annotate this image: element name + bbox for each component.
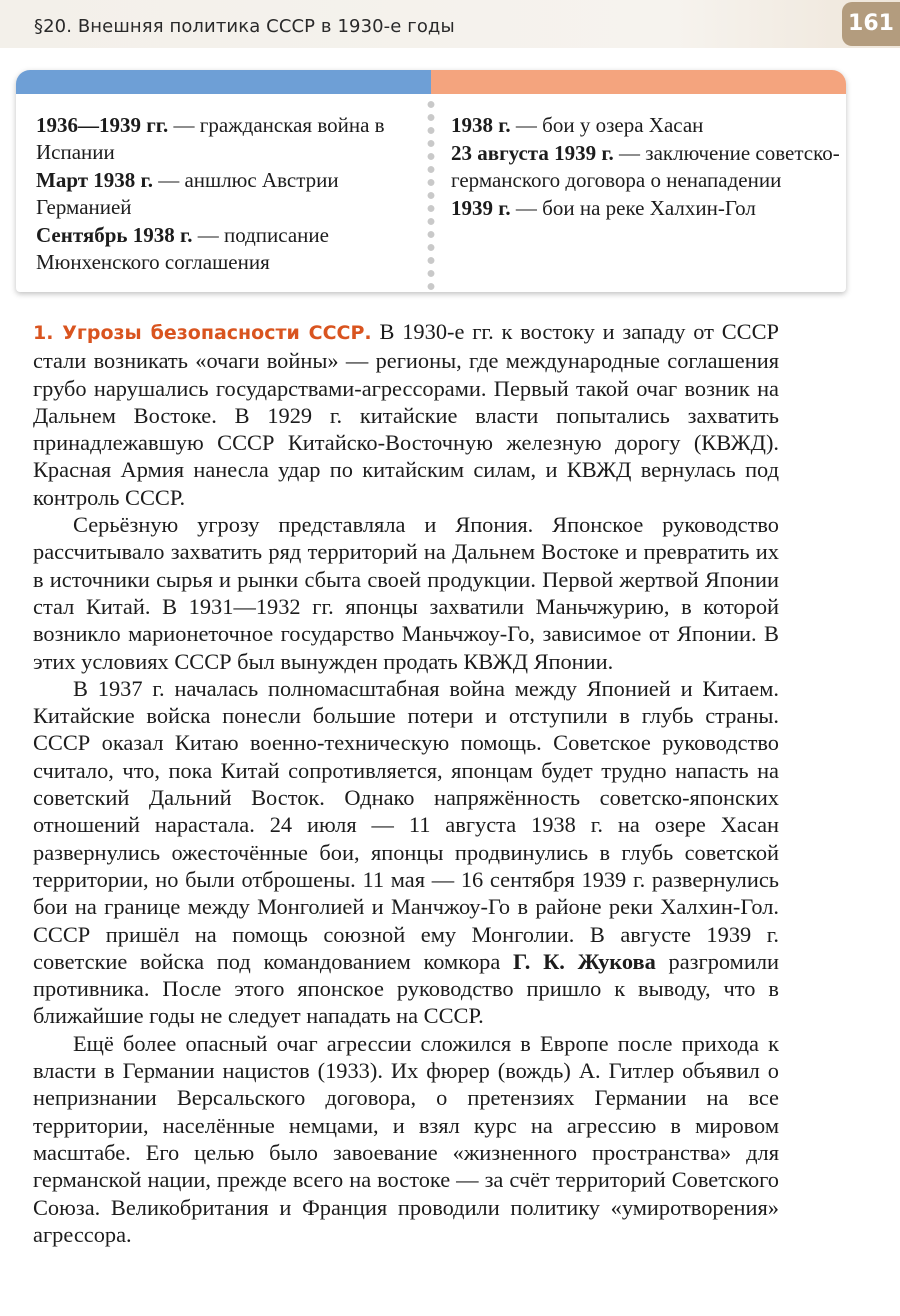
dates-column-left	[36, 112, 416, 277]
paragraph-3: В 1937 г. началась полномасштабная война между Японией и Китаем. Китайские войска понесли большие потери и отступили в глубь страны. СССР оказал Китаю военно-техническую помощь. Советское руководство считало, что, пока Китай сопротивляется, японцам будет трудно напасть на советский Дальний Восток. Однако напряжённость советско-японских отношений нарастала. 24 июля — 11 августа 1938 г. на озере Хасан развернулись ожесточённые бои, японцы продвинулись в глубь советской территории, но были отброшены. 11 мая — 16 сентября 1939 г. развернулись бои на границе между Монголией и Манчжоу-Го в районе реки Халхин-Гол. СССР пришёл на помощь союзной ему Монголии. В августе 1939 г. советские войска под командованием комкора Г. К. Жукова разгромили противника. После этого японское руководство пришло к выводу, что в ближайшие годы не следует нападать на СССР.	[33, 675, 779, 1029]
section-body	[33, 318, 779, 1248]
date-entry: Март 1938 г. — аншлюс Австрии Германией	[36, 168, 339, 219]
page-number: 161	[842, 2, 900, 46]
date-entry: 1936—1939 гг. — гражданская война в Испании	[36, 113, 385, 164]
date-entry: 1938 г. — бои у озера Хасан	[451, 113, 704, 137]
dates-column-right	[451, 112, 841, 223]
person-name: Г. К. Жукова	[513, 948, 656, 974]
dotted-divider	[425, 98, 437, 292]
date-entry: 23 августа 1939 г. — заключение советско-германского договора о ненападении	[451, 141, 840, 192]
paragraph-2: Серьёзную угрозу представляла и Япония. Японское руководство рассчитывало захватить ряд территорий на Дальнем Востоке и превратить их в источники сырья и рынки сбыта своей продукции. Первой жертвой Японии стал Китай. В 1931—1932 гг. японцы захватили Маньчжурию, в которой возникло марионеточное государство Маньчжоу-Го, зависимое от Японии. В этих условиях СССР был вынужден продать КВЖД Японии.	[33, 512, 779, 674]
date-entry: Сентябрь 1938 г. — подписание Мюнхенского соглашения	[36, 223, 329, 274]
key-dates-box	[16, 70, 846, 292]
chapter-title: §20. Внешняя политика СССР в 1930-е годы	[34, 16, 455, 37]
box-bar-blue	[16, 70, 431, 94]
box-bar-salmon	[431, 70, 846, 94]
page-header	[0, 0, 900, 48]
section-heading: 1. Угрозы безопасности СССР.	[33, 322, 372, 344]
paragraph-4: Ещё более опасный очаг агрессии сложился в Европе после прихода к власти в Германии нацистов (1933). Их фюрер (вождь) А. Гитлер объявил о непризнании Версальского договора, о претензиях Германии на все территории, населённые немцами, и взял курс на агрессию в мировом масштабе. Его целью было завоевание «жизненного пространства» для германской нации, прежде всего на востоке — за счёт территорий Советского Союза. Великобритания и Франция проводили политику «умиротворения» агрессора.	[33, 1030, 779, 1247]
date-entry: 1939 г. — бои на реке Халхин-Гол	[451, 196, 756, 220]
paragraph-1: 1. Угрозы безопасности СССР. В 1930-е гг. к востоку и западу от СССР стали возникать «очаги войны» — регионы, где международные соглашения грубо нарушались государствами-агрессорами. Первый такой очаг возник на Дальнем Востоке. В 1929 г. китайские власти попытались захватить принадлежавшую СССР Китайско-Восточную железную дорогу (КВЖД). Красная Армия нанесла удар по китайским силам, и КВЖД вернулась под контроль СССР.	[33, 319, 780, 510]
